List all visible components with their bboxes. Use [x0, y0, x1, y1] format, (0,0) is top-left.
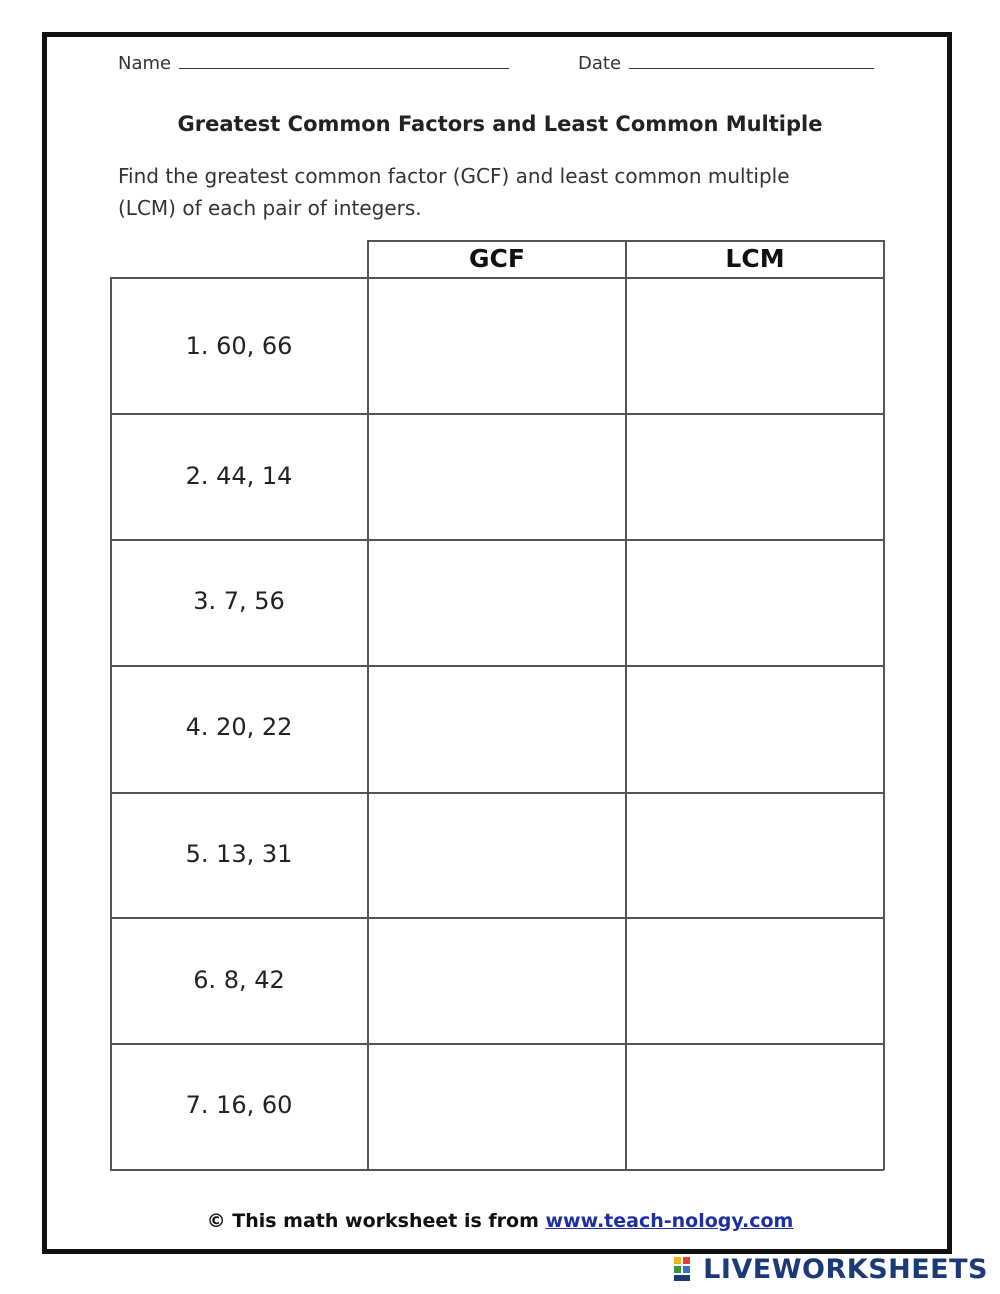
answer-cell-gcf-5[interactable] — [369, 794, 625, 917]
name-label: Name — [118, 53, 172, 74]
answer-cell-gcf-4[interactable] — [369, 667, 625, 792]
answer-cell-lcm-5[interactable] — [627, 794, 883, 917]
liveworksheets-brand[interactable] — [674, 1254, 988, 1285]
column-header-lcm: LCM — [725, 244, 785, 273]
liveworksheets-logo-icon — [674, 1257, 700, 1281]
footer-credit — [0, 1210, 1000, 1232]
answer-cell-gcf-1[interactable] — [369, 279, 625, 413]
problem-3-label: 3. 7, 56 — [193, 587, 285, 615]
problem-7-label: 7. 16, 60 — [185, 1091, 293, 1119]
table-right-border — [883, 240, 885, 1170]
problem-2-label: 2. 44, 14 — [185, 462, 293, 490]
answer-cell-lcm-7[interactable] — [627, 1045, 883, 1169]
answer-cell-lcm-6[interactable] — [627, 919, 883, 1043]
answer-cell-gcf-7[interactable] — [369, 1045, 625, 1169]
problem-6-label: 6. 8, 42 — [193, 966, 285, 994]
problem-1-label: 1. 60, 66 — [185, 332, 293, 360]
answer-cell-gcf-6[interactable] — [369, 919, 625, 1043]
instructions-text: Find the greatest common factor (GCF) and least common multiple (LCM) of each pair of integers. — [118, 164, 790, 220]
answer-cell-lcm-4[interactable] — [627, 667, 883, 792]
worksheet-title: Greatest Common Factors and Least Common Multiple — [177, 112, 823, 136]
answer-cell-gcf-3[interactable] — [369, 541, 625, 665]
column-header-gcf: GCF — [469, 244, 525, 273]
answer-cell-lcm-2[interactable] — [627, 415, 883, 539]
footer-text: © This math worksheet is from — [206, 1210, 539, 1232]
footer-link[interactable]: www.teach-nology.com — [545, 1210, 794, 1232]
problem-5-label: 5. 13, 31 — [185, 840, 293, 868]
answer-cell-lcm-1[interactable] — [627, 279, 883, 413]
answer-cell-lcm-3[interactable] — [627, 541, 883, 665]
table-bottom-border — [110, 1169, 884, 1171]
problem-4-label: 4. 20, 22 — [185, 713, 293, 741]
date-label: Date — [578, 53, 622, 74]
answer-cell-gcf-2[interactable] — [369, 415, 625, 539]
brand-name: LIVEWORKSHEETS — [703, 1254, 988, 1285]
